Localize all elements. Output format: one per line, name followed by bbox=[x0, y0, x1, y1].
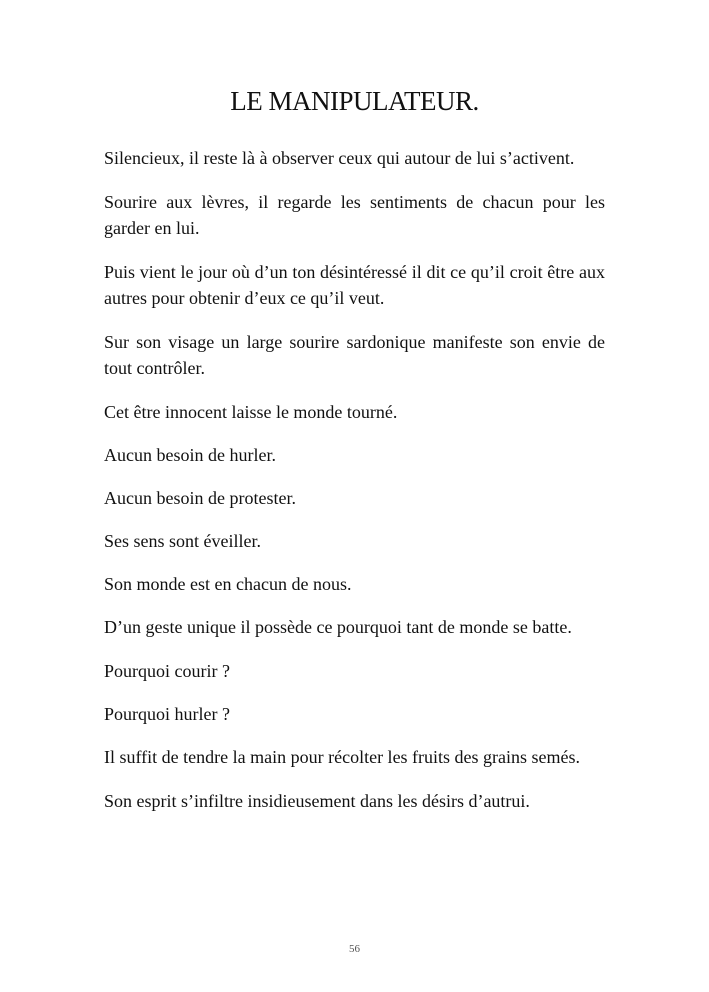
paragraph: Ses sens sont éveiller. bbox=[104, 531, 261, 551]
paragraph: Il suffit de tendre la main pour récolter les fruits des grains semés. bbox=[104, 747, 581, 767]
paragraph: Pourquoi hurler ? bbox=[104, 704, 230, 724]
poem-body bbox=[104, 145, 605, 831]
paragraph: Aucun besoin de hurler. bbox=[104, 445, 276, 465]
paragraph: Son monde est en chacun de nous. bbox=[104, 574, 352, 594]
paragraph: Cet être innocent laisse le monde tourné. bbox=[104, 402, 398, 422]
paragraph: Sourire aux lèvres, il regarde les sentiments de chacun pour les garder en lui. bbox=[104, 192, 605, 238]
paragraph: Son esprit s’infiltre insidieusement dans les désirs d’autrui. bbox=[104, 791, 530, 811]
paragraph: Silencieux, il reste là à observer ceux qui autour de lui s’activent. bbox=[104, 148, 575, 168]
page-title: LE MANIPULATEUR. bbox=[230, 86, 479, 116]
paragraph: Aucun besoin de protester. bbox=[104, 488, 296, 508]
paragraph: Pourquoi courir ? bbox=[104, 661, 230, 681]
paragraph: Puis vient le jour où d’un ton désintéressé il dit ce qu’il croit être aux autres pour obtenir d’eux ce qu’il veut. bbox=[104, 262, 605, 308]
page-number: 56 bbox=[349, 943, 360, 955]
paragraph: Sur son visage un large sourire sardonique manifeste son envie de tout contrôler. bbox=[104, 332, 605, 378]
paragraph: D’un geste unique il possède ce pourquoi tant de monde se batte. bbox=[104, 617, 572, 637]
